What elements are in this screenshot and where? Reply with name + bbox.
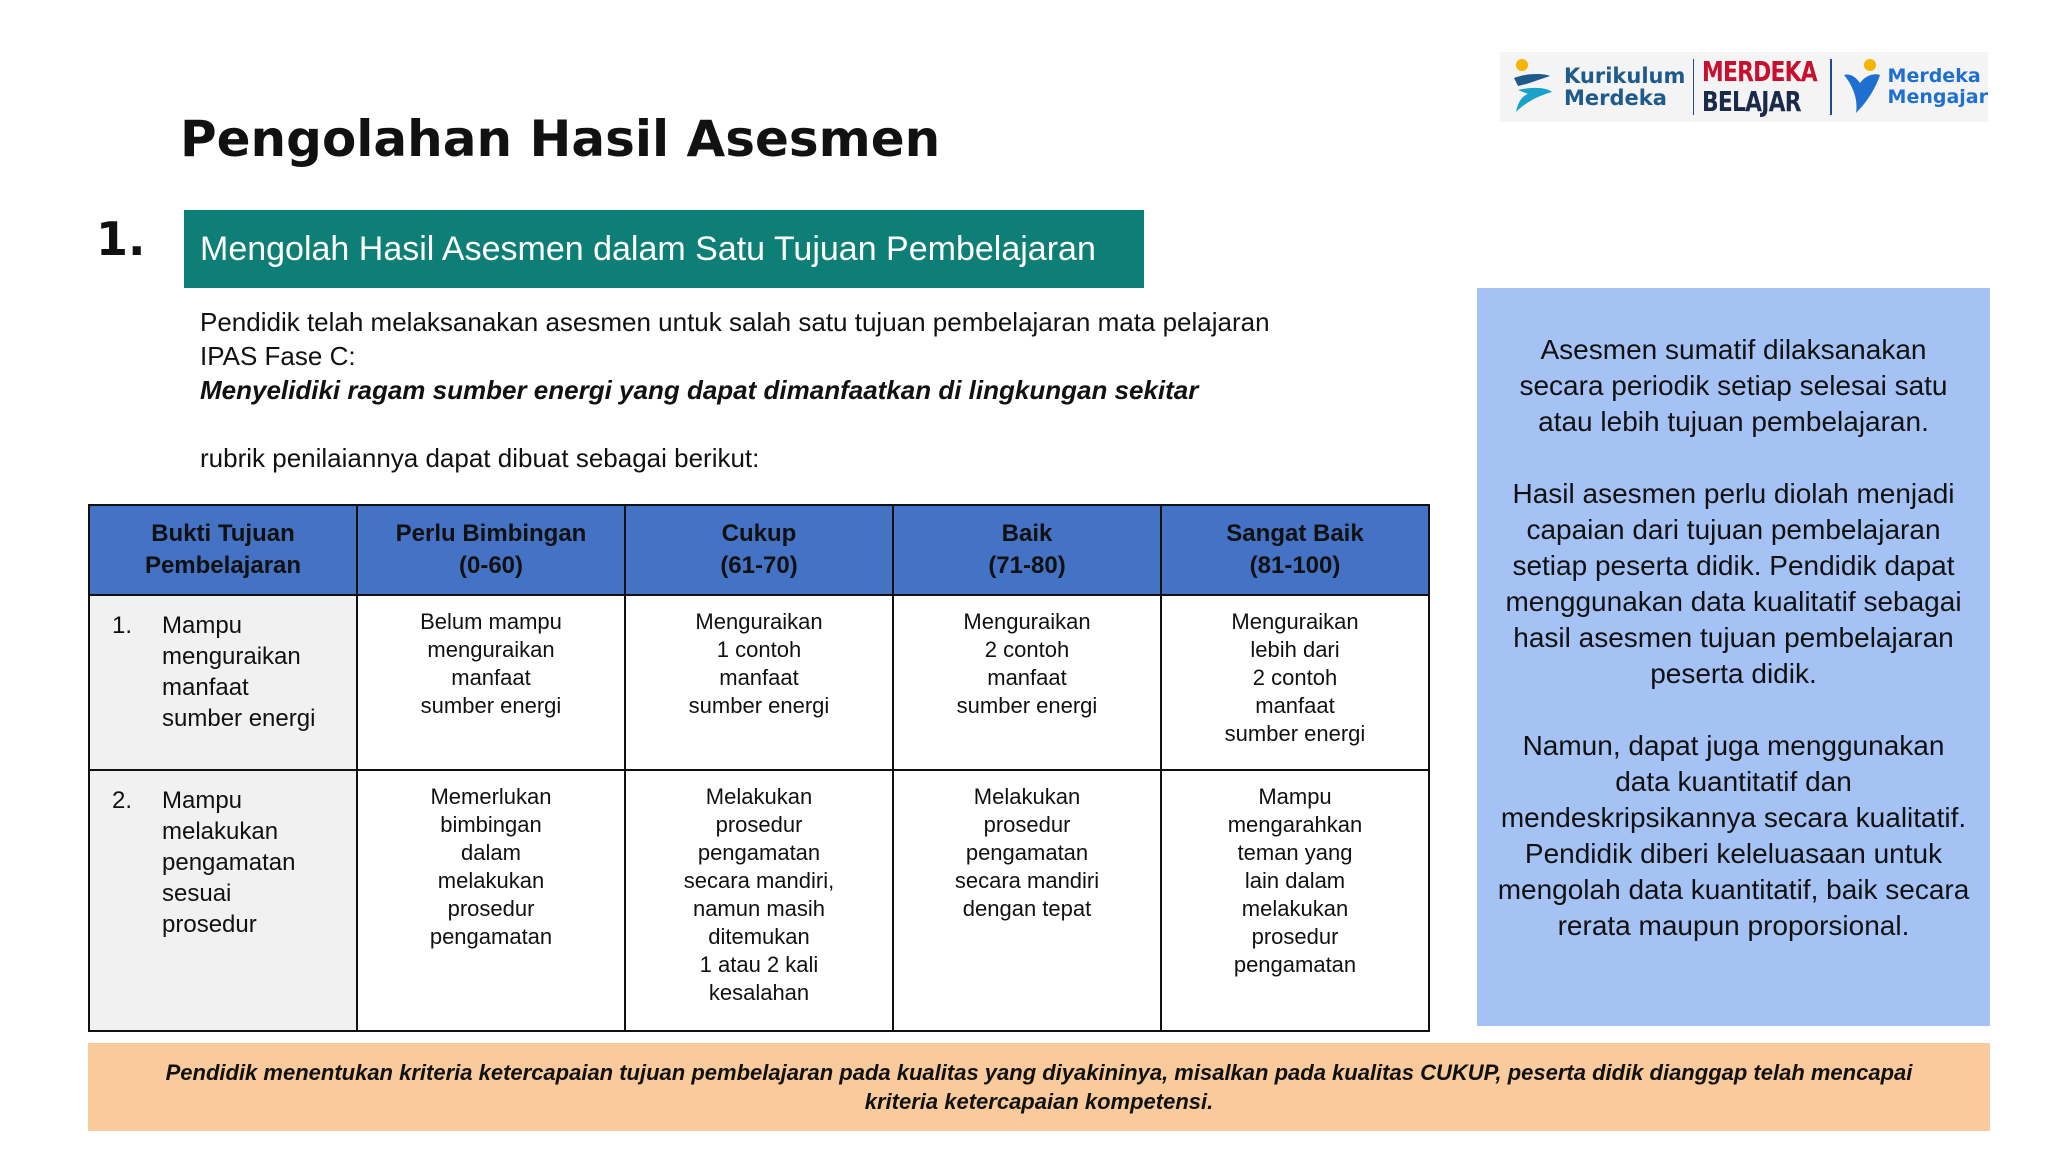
table-cell: Mampu mengarahkan teman yang lain dalam melakukan prosedur pengamatan — [1161, 770, 1429, 1031]
table-cell: Belum mampu menguraikan manfaat sumber energi — [357, 595, 625, 770]
header-baik: Baik (71-80) — [893, 505, 1161, 595]
kurikulum-logo-text-2: Merdeka — [1564, 86, 1667, 110]
footer-note — [88, 1043, 1990, 1131]
merdeka-mengajar-logo — [1840, 57, 1988, 117]
table-row — [89, 770, 1429, 1031]
table-cell: Memerlukan bimbingan dalam melakukan prosedur pengamatan — [357, 770, 625, 1031]
table-cell: Menguraikan lebih dari 2 contoh manfaat sumber energi — [1161, 595, 1429, 770]
intro-line-2: IPAS Fase C: — [200, 341, 356, 371]
table-cell: Melakukan prosedur pengamatan secara mandiri, namun masih ditemukan 1 atau 2 kali kesalahan — [625, 770, 893, 1031]
footer-text: Pendidik menentukan kriteria ketercapaian tujuan pembelajaran pada kualitas yang diyakininya, misalkan pada kualitas CUKUP, peserta didik dianggap telah mencapai kriteria ketercapaian kompetensi. — [165, 1060, 1913, 1114]
table-cell: Menguraikan 1 contoh manfaat sumber energi — [625, 595, 893, 770]
merdeka-mengajar-text-1: Merdeka — [1887, 65, 1981, 87]
evidence-cell — [89, 770, 357, 1031]
kurikulum-merdeka-logo — [1500, 56, 1685, 118]
intro-text — [200, 305, 1400, 475]
merdeka-belajar-text-2: BELAJAR — [1702, 85, 1802, 118]
section-heading: Mengolah Hasil Asesmen dalam Satu Tujuan Pembelajaran — [184, 210, 1144, 288]
learning-goal: Menyelidiki ragam sumber energi yang dapat dimanfaatkan di lingkungan sekitar — [200, 375, 1199, 405]
header-perlu-bimbingan: Perlu Bimbingan (0-60) — [357, 505, 625, 595]
header-evidence: Bukti Tujuan Pembelajaran — [89, 505, 357, 595]
merdeka-mengajar-icon — [1840, 57, 1884, 117]
merdeka-belajar-text-1: MERDEKA — [1702, 55, 1818, 88]
info-paragraph-1: Asesmen sumatif dilaksanakan secara periodik setiap selesai satu atau lebih tujuan pembelajaran. — [1519, 334, 1948, 437]
table-cell: Melakukan prosedur pengamatan secara mandiri dengan tepat — [893, 770, 1161, 1031]
merdeka-belajar-logo — [1702, 55, 1818, 118]
info-box — [1477, 288, 1990, 1026]
table-row — [89, 595, 1429, 770]
logo-divider — [1693, 59, 1694, 115]
rubric-intro: rubrik penilaiannya dapat dibuat sebagai berikut: — [200, 443, 760, 473]
logo-divider — [1830, 59, 1831, 115]
info-paragraph-2: Hasil asesmen perlu diolah menjadi capaian dari tujuan pembelajaran setiap peserta didik. Pendidik dapat menggunakan data kualitatif sebagai hasil asesmen tujuan pembelajaran peserta didik. — [1505, 478, 1962, 689]
info-paragraph-3: Namun, dapat juga menggunakan data kuantitatif dan mendeskripsikannya secara kualitatif. Pendidik diberi keleluasaan untuk mengolah data kuantitatif, baik secara rerata maupun proporsional. — [1497, 730, 1970, 941]
row-number: 1. — [112, 612, 133, 639]
row-number: 2. — [112, 787, 133, 814]
table-cell: Menguraikan 2 contoh manfaat sumber energi — [893, 595, 1161, 770]
header-sangat-baik: Sangat Baik (81-100) — [1161, 505, 1429, 595]
evidence-text: Mampu menguraikan manfaat sumber energi — [162, 612, 316, 732]
table-header-row — [89, 505, 1429, 595]
section-number: 1. — [96, 212, 146, 266]
kurikulum-merdeka-icon — [1508, 56, 1558, 118]
intro-line-1: Pendidik telah melaksanakan asesmen untuk salah satu tujuan pembelajaran mata pelajaran — [200, 307, 1270, 337]
evidence-cell — [89, 595, 357, 770]
kurikulum-logo-text-1: Kurikulum — [1564, 64, 1686, 88]
merdeka-mengajar-text-2: Mengajar — [1887, 86, 1988, 108]
logo-bar — [1500, 52, 1988, 122]
page-title: Pengolahan Hasil Asesmen — [180, 110, 941, 168]
rubric-table — [88, 504, 1430, 1032]
header-cukup: Cukup (61-70) — [625, 505, 893, 595]
evidence-text: Mampu melakukan pengamatan sesuai prosedur — [162, 787, 296, 938]
